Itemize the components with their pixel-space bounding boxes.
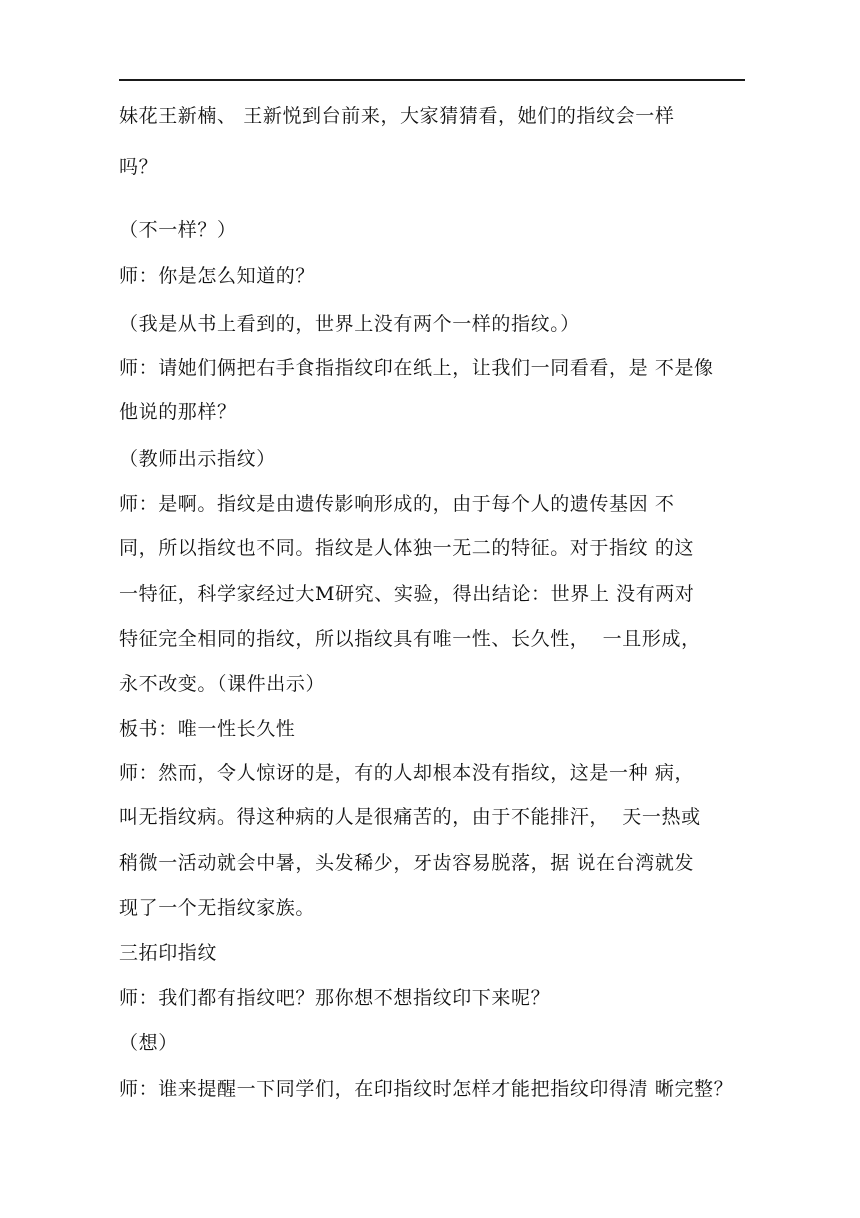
text-line: 叫无指纹病。得这种病的人是很痛苦的，由于不能排汗， 天一热或: [119, 806, 701, 828]
section-heading: 三拓印指纹: [119, 942, 218, 964]
text-line: 师：谁来提醒一下同学们，在印指纹时怎样才能把指纹印得清 晰完整？: [119, 1078, 734, 1100]
text-line: 永不改变。（课件出示）: [119, 673, 326, 695]
text-line: 师：然而，令人惊讶的是，有的人却根本没有指纹，这是一种 病，: [119, 762, 695, 784]
text-line: （不一样？）: [119, 219, 237, 241]
text-line: 妹花王新楠、 王新悦到台前来，大家猜猜看，她们的指纹会一样: [119, 105, 675, 127]
text-line: 师：请她们俩把右手食指指纹印在纸上，让我们一同看看，是 不是像: [119, 357, 714, 379]
text-line: 稍微一活动就会中暑，头发稀少，牙齿容易脱落，据 说在台湾就发: [119, 852, 695, 874]
text-line: 他说的那样？: [119, 401, 237, 423]
text-line: 特征完全相同的指纹，所以指纹具有唯一性、长久性， 一且形成，: [119, 628, 701, 650]
text-line: （教师出示指纹）: [119, 448, 276, 470]
text-line: 师：是啊。指纹是由遗传影响形成的，由于每个人的遗传基因 不: [119, 493, 675, 515]
text-line: 一特征，科学家经过大M研究、实验，得出结论：世界上 没有两对: [119, 583, 695, 605]
text-line: 板书：唯一性长久性: [119, 718, 296, 740]
header-rule: [119, 79, 745, 81]
text-line: 吗？: [119, 156, 159, 178]
text-line: （我是从书上看到的，世界上没有两个一样的指纹。）: [119, 313, 580, 335]
text-line: （想）: [119, 1032, 178, 1054]
text-line: 现了一个无指纹家族。: [119, 897, 316, 919]
text-line: 同，所以指纹也不同。指纹是人体独一无二的特征。对于指纹 的这: [119, 537, 695, 559]
text-line: 师：我们都有指纹吧？那你想不想指纹印下来呢？: [119, 987, 551, 1009]
text-line: 师：你是怎么知道的？: [119, 265, 316, 287]
